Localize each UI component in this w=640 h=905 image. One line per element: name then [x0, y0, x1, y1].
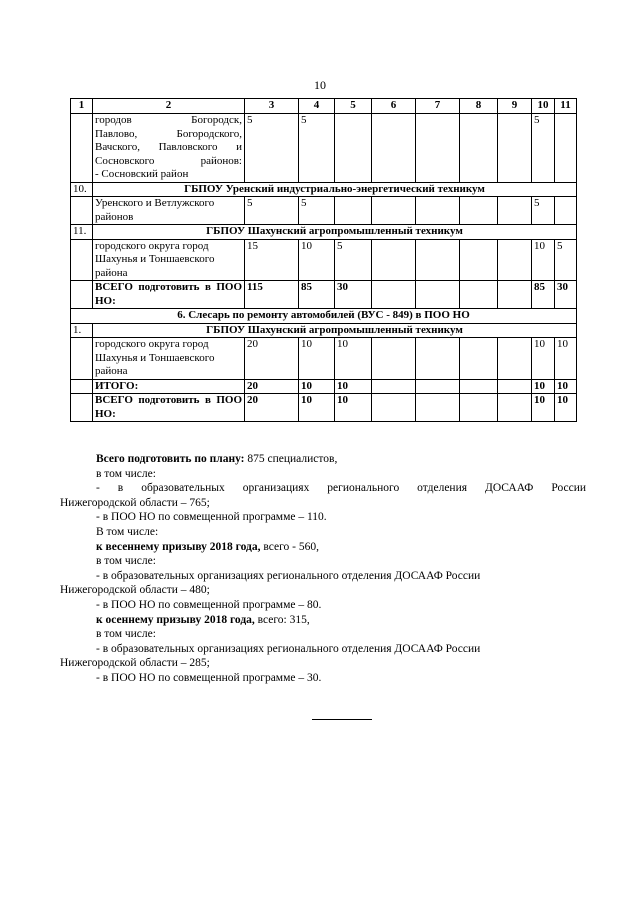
summary-including-4: в том числе:: [96, 628, 156, 641]
cell-col-7: [416, 281, 460, 309]
empty-number-cell: [71, 114, 93, 183]
territory-line: Шахунья и Тоншаевского: [95, 351, 215, 364]
cell-col-6: [372, 338, 416, 380]
summary-block: [60, 452, 586, 686]
table-section-heading: [71, 309, 577, 324]
institution-number: 11.: [71, 225, 93, 240]
institution-name: ГБПОУ Шахунский агропромышленный техникум: [93, 323, 577, 338]
cell-col-9: [498, 114, 532, 183]
table-header-row: [71, 99, 577, 114]
territory-line: городов Богородск,: [95, 114, 242, 126]
cell-col-11: 30: [555, 281, 577, 309]
summary-including-2: В том числе:: [96, 525, 159, 538]
cell-col-11: 10: [555, 338, 577, 380]
cell-col-11: [555, 197, 577, 225]
cell-col-6: [372, 379, 416, 394]
cell-col-9: [498, 239, 532, 281]
column-header: 11: [555, 99, 577, 114]
cell-col-11: 5: [555, 239, 577, 281]
territory-line: Сосновского районов:: [95, 154, 242, 167]
cell-col-7: [416, 197, 460, 225]
cell-col-3: 20: [245, 338, 299, 380]
summary-dosaaf-line: - в образовательных организациях регионального отделения ДОСААФ России: [96, 482, 586, 495]
cell-col-11: 10: [555, 379, 577, 394]
summary-total-line: [60, 452, 586, 467]
territory-line: района: [95, 266, 128, 279]
end-rule: [312, 719, 372, 720]
cell-col-5: 10: [335, 394, 372, 422]
column-header: 1: [71, 99, 93, 114]
empty-number-cell: [71, 197, 93, 225]
cell-col-6: [372, 197, 416, 225]
cell-col-8: [460, 379, 498, 394]
spring-dosaaf-line: - в образовательных организациях регионального отделения ДОСААФ России: [96, 569, 481, 582]
column-header: 4: [299, 99, 335, 114]
cell-col-5: [335, 114, 372, 183]
territory-line: городского округа город: [95, 338, 209, 350]
cell-col-3: 5: [245, 197, 299, 225]
table-institution-row: [71, 323, 577, 338]
summary-spring-line: [60, 540, 586, 555]
cell-col-9: [498, 197, 532, 225]
training-plan-table: [70, 98, 577, 422]
cell-col-3: 5: [245, 114, 299, 183]
table-total-row: [71, 379, 577, 394]
territory-line: Вачского, Павловского и: [95, 141, 242, 153]
total-label: ВСЕГО подготовить в ПОО НО:: [93, 281, 245, 309]
summary-dosaaf-count: Нижегородской области – 765;: [60, 496, 210, 509]
institution-name: ГБПОУ Уренский индустриально-энергетический техникум: [93, 182, 577, 197]
cell-col-11: 10: [555, 394, 577, 422]
autumn-poo-line: - в ПОО НО по совмещенной программе – 30.: [96, 671, 322, 684]
empty-number-cell: [71, 379, 93, 394]
cell-col-10: 10: [532, 379, 555, 394]
cell-col-7: [416, 394, 460, 422]
territory-line: районов: [95, 210, 134, 223]
cell-col-9: [498, 379, 532, 394]
empty-number-cell: [71, 338, 93, 380]
summary-including: в том числе:: [96, 467, 156, 480]
cell-col-8: [460, 338, 498, 380]
territory-line: городского округа город: [95, 239, 209, 252]
cell-col-8: [460, 197, 498, 225]
cell-col-10: 10: [532, 239, 555, 281]
empty-number-cell: [71, 281, 93, 309]
territory-name: [93, 338, 245, 380]
spring-label: к весеннему призыву 2018 года,: [96, 540, 261, 553]
column-header: 3: [245, 99, 299, 114]
page-number: 10: [314, 78, 326, 92]
territory-name: [93, 239, 245, 281]
cell-col-5: 30: [335, 281, 372, 309]
table-row: [71, 197, 577, 225]
institution-number: 1.: [71, 323, 93, 338]
table-institution-row: [71, 225, 577, 240]
cell-col-4: 85: [299, 281, 335, 309]
cell-col-8: [460, 114, 498, 183]
institution-number: 10.: [71, 182, 93, 197]
cell-col-9: [498, 281, 532, 309]
autumn-dosaaf-line: - в образовательных организациях регионального отделения ДОСААФ России: [96, 642, 481, 655]
cell-col-4: 5: [299, 197, 335, 225]
column-header: 6: [372, 99, 416, 114]
cell-col-7: [416, 239, 460, 281]
cell-col-9: [498, 394, 532, 422]
summary-poo-line: - в ПОО НО по совмещенной программе – 110.: [96, 511, 327, 524]
table-total-row: [71, 281, 577, 309]
cell-col-4: 10: [299, 338, 335, 380]
autumn-label: к осеннему призыву 2018 года,: [96, 613, 255, 626]
cell-col-9: [498, 338, 532, 380]
cell-col-6: [372, 281, 416, 309]
autumn-value: всего: 315,: [257, 613, 310, 626]
territory-line: Павлово, Богородского,: [95, 127, 242, 140]
territory-line: Уренского и Ветлужского: [95, 197, 215, 209]
cell-col-11: [555, 114, 577, 183]
cell-col-10: 10: [532, 338, 555, 380]
column-header: 9: [498, 99, 532, 114]
column-header: 8: [460, 99, 498, 114]
cell-col-10: 5: [532, 197, 555, 225]
cell-col-10: 85: [532, 281, 555, 309]
cell-col-8: [460, 394, 498, 422]
summary-total-value: 875 специалистов,: [247, 453, 338, 465]
empty-number-cell: [71, 394, 93, 422]
cell-col-4: 10: [299, 239, 335, 281]
cell-col-3: 20: [245, 394, 299, 422]
cell-col-4: 10: [299, 394, 335, 422]
table-row: [71, 239, 577, 281]
cell-col-5: [335, 197, 372, 225]
territory-line: Шахунья и Тоншаевского: [95, 253, 215, 265]
cell-col-7: [416, 379, 460, 394]
table-institution-row: [71, 182, 577, 197]
column-header: 10: [532, 99, 555, 114]
summary-autumn-line: [60, 613, 586, 628]
cell-col-6: [372, 394, 416, 422]
institution-name: ГБПОУ Шахунский агропромышленный техникум: [93, 225, 577, 240]
cell-col-8: [460, 239, 498, 281]
cell-col-7: [416, 114, 460, 183]
cell-col-3: 115: [245, 281, 299, 309]
cell-col-7: [416, 338, 460, 380]
cell-col-4: 10: [299, 379, 335, 394]
cell-col-3: 20: [245, 379, 299, 394]
table-row: [71, 338, 577, 380]
column-header: 5: [335, 99, 372, 114]
autumn-dosaaf-count: Нижегородской области – 285;: [60, 657, 210, 670]
cell-col-6: [372, 114, 416, 183]
territory-name: [93, 114, 245, 183]
cell-col-10: 5: [532, 114, 555, 183]
column-header: 2: [93, 99, 245, 114]
empty-number-cell: [71, 239, 93, 281]
cell-col-8: [460, 281, 498, 309]
spring-poo-line: - в ПОО НО по совмещенной программе – 80.: [96, 598, 322, 611]
territory-line: района: [95, 365, 128, 377]
spring-value: всего - 560,: [263, 540, 319, 553]
cell-col-10: 10: [532, 394, 555, 422]
summary-including-3: в том числе:: [96, 555, 156, 568]
column-header: 7: [416, 99, 460, 114]
cell-col-3: 15: [245, 239, 299, 281]
profession-heading: 6. Слесарь по ремонту автомобилей (ВУС - 849) в ПОО НО: [71, 309, 577, 324]
territory-name: [93, 197, 245, 225]
table-total-row: [71, 394, 577, 422]
total-label: ВСЕГО подготовить в ПОО НО:: [93, 394, 245, 422]
cell-col-5: 5: [335, 239, 372, 281]
cell-col-5: 10: [335, 379, 372, 394]
cell-col-6: [372, 239, 416, 281]
spring-dosaaf-count: Нижегородской области – 480;: [60, 584, 210, 597]
total-label: ИТОГО:: [93, 379, 245, 394]
cell-col-4: 5: [299, 114, 335, 183]
summary-total-label: Всего подготовить по плану:: [96, 453, 245, 465]
table-row: [71, 114, 577, 183]
cell-col-5: 10: [335, 338, 372, 380]
territory-line: - Сосновский район: [95, 168, 189, 180]
